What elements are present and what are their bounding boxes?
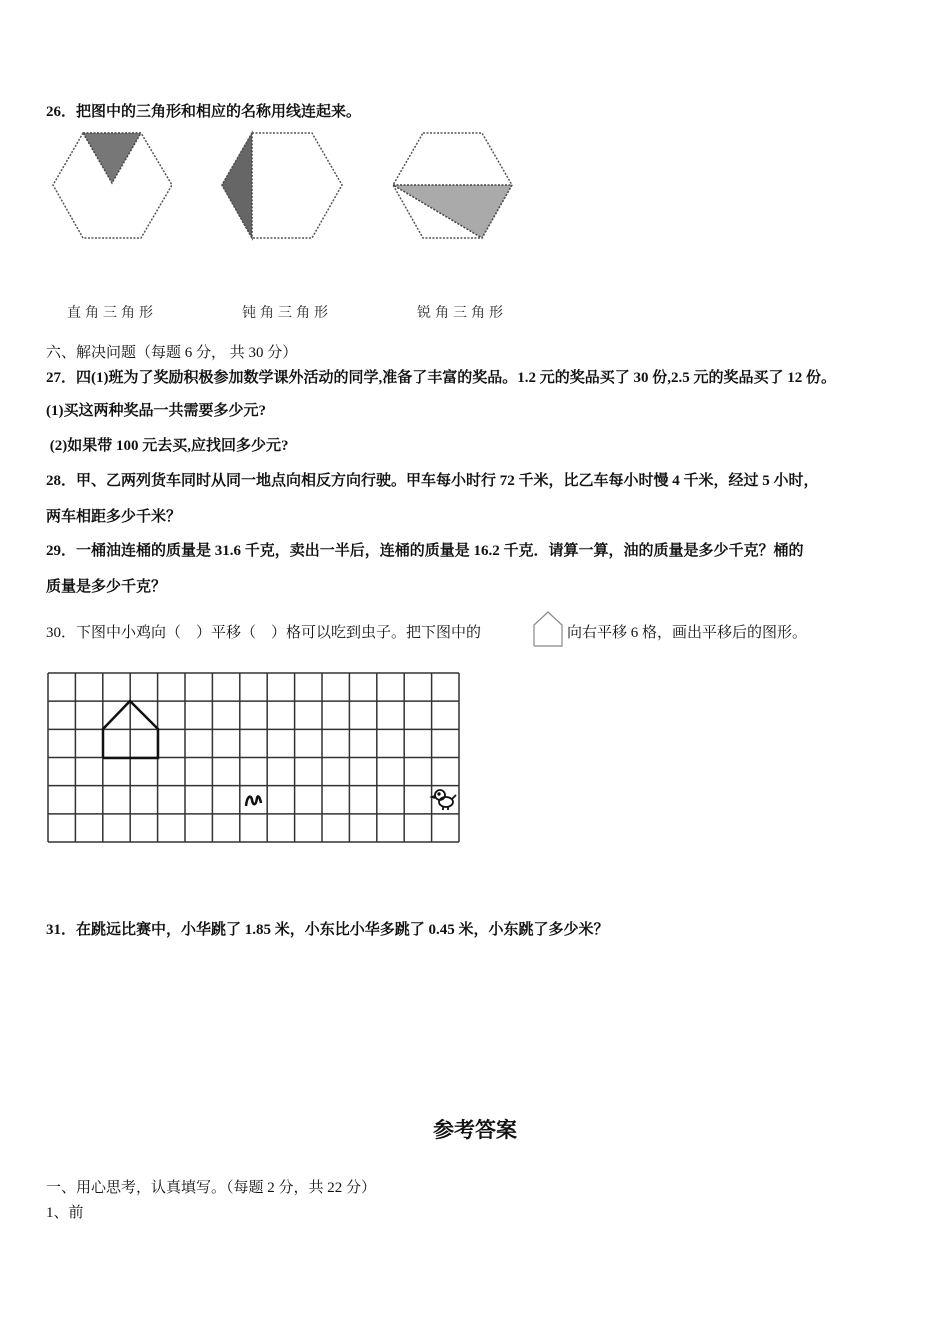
- question-30-text-before: 30．下图中小鸡向（ ）平移（ ）格可以吃到虫子。把下图中的: [46, 625, 482, 641]
- question-29-line-2: 质量是多少千克？: [46, 579, 167, 595]
- question-28-line-2: 两车相距多少千米？: [46, 509, 182, 525]
- label-acute-triangle: 锐角三角形: [417, 305, 507, 321]
- section-6-heading: 六、解决问题（每题 6 分， 共 30 分）: [46, 345, 298, 361]
- question-27-part-1: (1)买这两种奖品一共需要多少元?: [46, 403, 266, 419]
- hexagon-figure-1: [53, 133, 172, 238]
- hexagon-figure-3: [393, 133, 512, 238]
- question-29-line-1: 29．一桶油连桶的质量是 31.6 千克，卖出一半后，连桶的质量是 16.2 千克．请算一算，油的质量是多少千克？桶的: [46, 543, 804, 559]
- question-27: 27．四(1)班为了奖励积极参加数学课外活动的同学,准备了丰富的奖品。1.2 元的奖品买了 30 份,2.5 元的奖品买了 12 份。: [46, 370, 836, 386]
- hexagon-figure-2: [222, 133, 342, 238]
- question-30-text-after: 向右平移 6 格，画出平移后的图形。: [567, 625, 808, 641]
- answer-key-title: 参考答案: [433, 1118, 517, 1142]
- question-31: 31．在跳远比赛中，小华跳了 1.85 米，小东比小华多跳了 0.45 米，小东跳了多少米？: [46, 922, 609, 938]
- house-inline-icon: [534, 612, 562, 646]
- label-obtuse-triangle: 钝角三角形: [242, 305, 332, 321]
- question-26: 26．把图中的三角形和相应的名称用线连起来。: [46, 104, 362, 120]
- question-27-part-2: (2)如果带 100 元去买,应找回多少元?: [46, 438, 289, 454]
- answer-section-1-heading: 一、用心思考，认真填写。（每题 2 分，共 22 分）: [46, 1180, 377, 1196]
- chick-icon: [432, 790, 456, 810]
- question-28-line-1: 28．甲、乙两列货车同时从同一地点向相反方向行驶。甲车每小时行 72 千米，比乙车每小时慢 4 千米，经过 5 小时，: [46, 473, 819, 489]
- worm-icon: [246, 796, 261, 806]
- answer-1: 1、前: [46, 1205, 84, 1221]
- label-right-triangle: 直角三角形: [67, 305, 157, 321]
